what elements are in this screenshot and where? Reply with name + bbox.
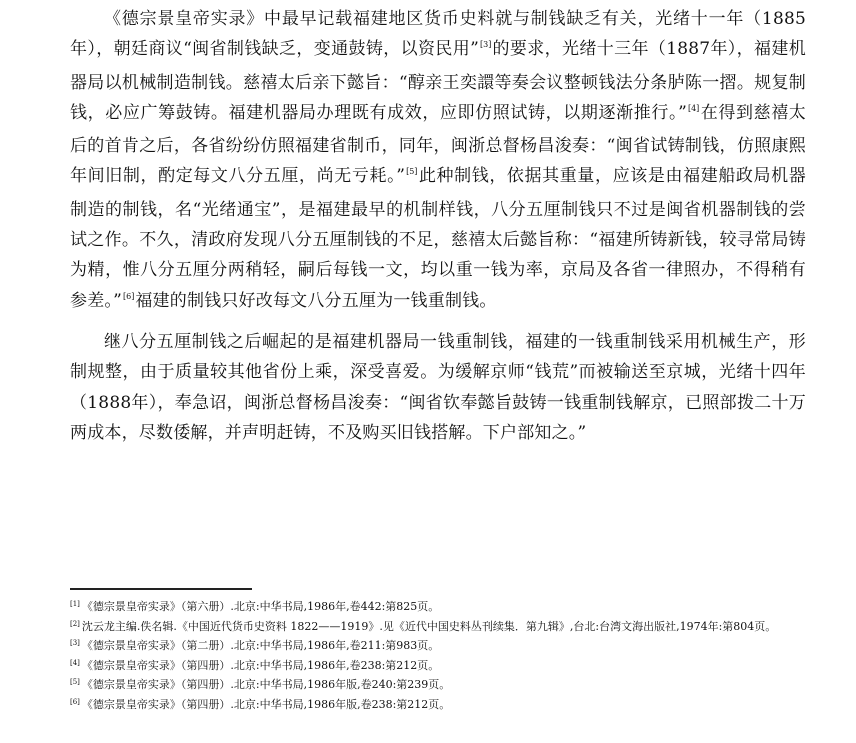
- footnote-reference: [5]: [406, 167, 418, 177]
- paragraph: [70, 4, 806, 319]
- footnote-text: 《德宗景皇帝实录》（第六册）.北京:中华书局,1986年,卷442:第825页。: [81, 600, 440, 613]
- footnote-text: 《德宗景皇帝实录》（第四册）.北京:中华书局,1986年版,卷238:第212页。: [81, 697, 451, 711]
- footnote: [70, 676, 806, 696]
- footnote-reference: [6]: [123, 291, 135, 301]
- footnotes: [70, 598, 806, 716]
- footnote-reference: [3]: [479, 40, 492, 50]
- footnote: [70, 618, 806, 638]
- footnote-number: [1]: [70, 600, 80, 608]
- text-run: 福建的制钱只好改每文八分五厘为一钱重制钱。: [135, 290, 497, 311]
- text-run: 此种制钱，依据其重量，应该是由福建船政局机器制造的制钱，名“光绪通宝”，是福建最早的机制样钱，八分五厘制钱只不过是闽省机器制钱的尝试之作。不久，清政府发现八分五厘制钱的不足，慈禧太后懿旨称：“福建所铸新钱，较寻常局铸为精，惟八分五厘分两稍轻，嗣后每钱一文，均以重一钱为率，京局及各省一律照办，不得稍有参差。”: [70, 166, 806, 311]
- footnote-divider: [70, 588, 252, 590]
- footnote: [70, 657, 806, 677]
- footnote-number: [4]: [70, 658, 80, 667]
- footnote-text: 沈云龙主编.佚名辑.《中国近代货币史资料 1822——1919》.见《近代中国史料丛刊续集．第九辑》,台北:台湾文海出版社,1974年:第804页。: [81, 619, 777, 633]
- text-run: 的要求，光绪十三年（1887年），福建机器局以机械制造制钱。慈禧太后亲下懿旨：“醇亲王奕譞等奏会议整顿钱法分条胪陈一摺。规复制钱，必应广筹鼓铸。福建机器局办理既有成效，应即仿照试铸，以期逐渐推行。”: [70, 39, 806, 123]
- footnote-reference: [4]: [687, 103, 700, 113]
- footnote: [70, 696, 806, 716]
- footnote-text: 《德宗景皇帝实录》（第二册）.北京:中华书局,1986年,卷211:第983页。: [81, 639, 440, 653]
- footnote-number: [2]: [70, 619, 80, 628]
- footnote: [70, 598, 806, 618]
- footnote: [70, 637, 806, 657]
- footnote-number: [6]: [70, 697, 80, 706]
- text-run: 继八分五厘制钱之后崛起的是福建机器局一钱重制钱，福建的一钱重制钱采用机械生产，形制规整，由于质量较其他省份上乘，深受喜爱。为缓解京师“钱荒”而被输送至京城，光绪十四年（1888年），奉急诏，闽浙总督杨昌浚奏：“闽省钦奉懿旨鼓铸一钱重制钱解京，已照部拨二十万两成本，尽数倭解，并声明赶铸，不及购买旧钱搭解。下户部知之。”: [70, 331, 806, 443]
- body-text: [70, 4, 806, 448]
- text-run: 在得到慈禧太后的首肯之后，各省纷纷仿照福建省制币，同年，闽浙总督杨昌浚奏：“闽省试铸制钱，仿照康熙年间旧制，酌定每文八分五厘，尚无亏耗。”: [70, 102, 807, 187]
- footnote-text: 《德宗景皇帝实录》（第四册）.北京:中华书局,1986年,卷238:第212页。: [81, 658, 440, 672]
- footnote-number: [3]: [70, 639, 80, 648]
- text-run: 《德宗景皇帝实录》中最早记载福建地区货币史料就与制钱缺乏有关，光绪十一年（1885年），朝廷商议“闽省制钱缺乏，变通鼓铸，以资民用”: [70, 9, 806, 60]
- paragraph: [70, 327, 806, 448]
- footnote-text: 《德宗景皇帝实录》（第四册）.北京:中华书局,1986年版,卷240:第239页。: [81, 678, 451, 692]
- footnote-number: [5]: [70, 678, 80, 687]
